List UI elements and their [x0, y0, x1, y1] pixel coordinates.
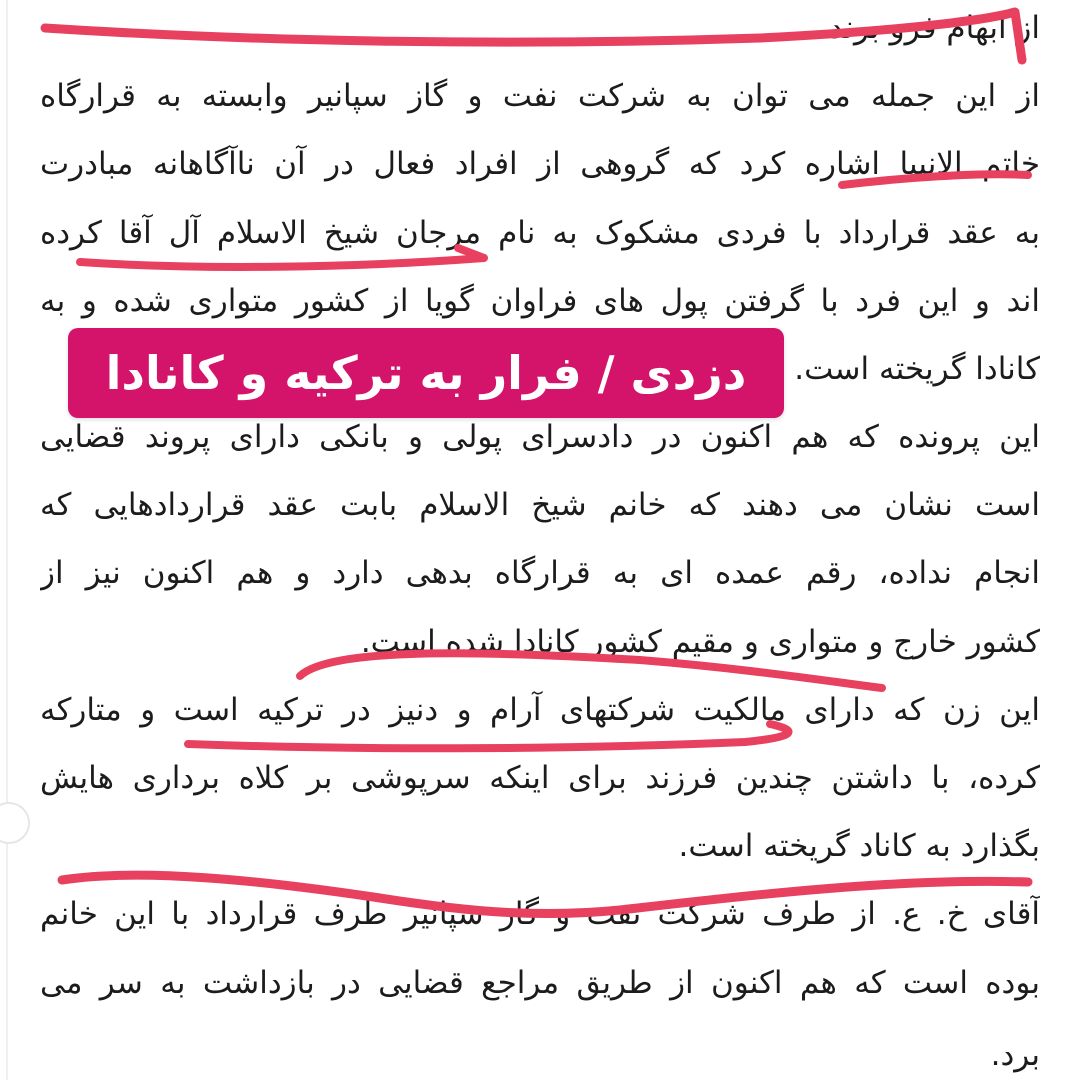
text-line: این پرونده که هم اکنون در دادسرای پولی و بانکی دارای پروند قضایی — [40, 419, 1040, 455]
text-line: این زن که دارای مالکیت شرکتهای آرام و دنیز در ترکیه است و متارکه — [40, 692, 1040, 728]
text-line: از ابهام فرو برند. — [819, 10, 1040, 46]
text-line: آقای خ. ع. از طرف شرکت نفت و گاز سپانیر طرف قرارداد با این خانم — [40, 896, 1040, 932]
text-line: برد. — [990, 1037, 1040, 1073]
headline-banner — [68, 328, 784, 418]
text-line: کشور خارج و متواری و مقیم کشور کانادا شده است. — [360, 624, 1040, 660]
text-line: بگذارد به کاناد گریخته است. — [678, 828, 1040, 864]
text-line: است نشان می دهند که خانم شیخ الاسلام بابت عقد قراردادهایی که — [40, 487, 1040, 523]
text-line: از این جمله می توان به شرکت نفت و گاز سپانیر وابسته به قرارگاه — [40, 78, 1040, 114]
text-line: به عقد قرارداد با فردی مشکوک به نام مرجان شیخ الاسلام آل آقا کرده — [40, 215, 1040, 251]
text-line: کرده، با داشتن چندین فرزند برای اینکه سرپوشی بر کلاه برداری هایش — [40, 760, 1040, 796]
text-line: بوده است که هم اکنون از طریق مراجع قضایی در بازداشت به سر می — [40, 965, 1040, 1001]
text-line: اند و این فرد با گرفتن پول های فراوان گویا از کشور متواری شده و به — [40, 283, 1040, 319]
text-line: خاتم الانبیا اشاره کرد که گروهی از افراد فعال در آن ناآگاهانه مبادرت — [40, 146, 1040, 182]
banner-title: دزدی / فرار به ترکیه و کانادا — [105, 346, 747, 400]
text-line: کانادا گریخته است. — [794, 351, 1040, 387]
text-line: انجام نداده، رقم عمده ای به قرارگاه بدهی دارد و هم اکنون نیز از — [40, 555, 1040, 591]
